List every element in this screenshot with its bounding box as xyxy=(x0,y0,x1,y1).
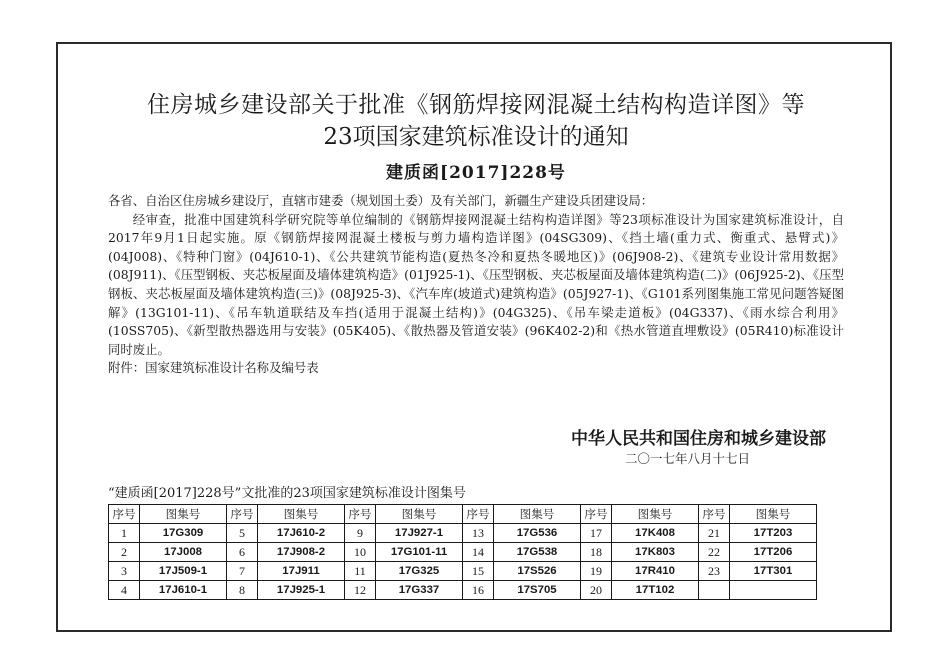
cell-serial-number: 2 xyxy=(109,543,140,562)
cell-atlas-code: 17J008 xyxy=(140,543,227,562)
cell-atlas-code: 17T206 xyxy=(730,543,817,562)
cell-atlas-code: 17J509-1 xyxy=(140,562,227,581)
header-code: 图集号 xyxy=(494,505,581,524)
header-no: 序号 xyxy=(463,505,494,524)
issuing-organization: 中华人民共和国住房和城乡建设部 xyxy=(571,429,826,449)
cell-atlas-code: 17J908-2 xyxy=(258,543,345,562)
cell-atlas-code: 17K803 xyxy=(612,543,699,562)
notice-title-line1: 住房城乡建设部关于批准《钢筋焊接网混凝土结构构造详图》等 xyxy=(147,92,805,118)
cell-serial-number: 14 xyxy=(463,543,494,562)
cell-atlas-code: 17G538 xyxy=(494,543,581,562)
header-code: 图集号 xyxy=(376,505,463,524)
cell-serial-number: 7 xyxy=(227,562,258,581)
cell-atlas-code: 17J610-1 xyxy=(140,581,227,600)
cell-atlas-code: 17K408 xyxy=(612,524,699,543)
cell-serial-number: 5 xyxy=(227,524,258,543)
cell-serial-number: 4 xyxy=(109,581,140,600)
cell-serial-number: 17 xyxy=(581,524,612,543)
header-no: 序号 xyxy=(581,505,612,524)
cell-atlas-code: 17J911 xyxy=(258,562,345,581)
table-row xyxy=(109,581,817,600)
cell-atlas-code: 17S705 xyxy=(494,581,581,600)
table-row xyxy=(109,562,817,581)
cell-serial-number: 8 xyxy=(227,581,258,600)
cell-atlas-code: 17T301 xyxy=(730,562,817,581)
cell-serial-number: 18 xyxy=(581,543,612,562)
header-no: 序号 xyxy=(699,505,730,524)
cell-serial-number: 3 xyxy=(109,562,140,581)
salutation: 各省、自治区住房城乡建设厅，直辖市建委（规划国土委）及有关部门，新疆生产建设兵团建设局： xyxy=(108,193,654,208)
cell-serial-number: 19 xyxy=(581,562,612,581)
cell-serial-number: 23 xyxy=(699,562,730,581)
table-row xyxy=(109,543,817,562)
table-header-row xyxy=(109,505,817,524)
cell-serial-number: 21 xyxy=(699,524,730,543)
header-no: 序号 xyxy=(345,505,376,524)
cell-atlas-code: 17G536 xyxy=(494,524,581,543)
notice-title-line2: 23项国家建筑标准设计的通知 xyxy=(323,124,629,150)
cell-atlas-code: 17J925-1 xyxy=(258,581,345,600)
header-code: 图集号 xyxy=(730,505,817,524)
document-frame xyxy=(56,42,892,632)
header-no: 序号 xyxy=(227,505,258,524)
cell-atlas-code: 17G309 xyxy=(140,524,227,543)
cell-serial-number: 15 xyxy=(463,562,494,581)
cell-atlas-code: 17R410 xyxy=(612,562,699,581)
cell-serial-number: 20 xyxy=(581,581,612,600)
cell-atlas-code: 17J610-2 xyxy=(258,524,345,543)
standards-table xyxy=(108,504,817,600)
cell-atlas-code: 17G325 xyxy=(376,562,463,581)
cell-atlas-code: 17T203 xyxy=(730,524,817,543)
table-caption: “建质函[2017]228号”文批准的23项国家建筑标准设计图集号 xyxy=(108,486,466,501)
header-no: 序号 xyxy=(109,505,140,524)
cell-serial-number: 22 xyxy=(699,543,730,562)
cell-atlas-code: 17G337 xyxy=(376,581,463,600)
cell-serial-number: 9 xyxy=(345,524,376,543)
cell-serial-number: 1 xyxy=(109,524,140,543)
cell-atlas-code: 17G101-11 xyxy=(376,543,463,562)
cell-atlas-code: 17J927-1 xyxy=(376,524,463,543)
document-number: 建质函[2017]228号 xyxy=(386,163,566,183)
cell-atlas-code xyxy=(730,581,817,600)
cell-serial-number: 13 xyxy=(463,524,494,543)
table-row xyxy=(109,524,817,543)
cell-serial-number: 6 xyxy=(227,543,258,562)
main-paragraph: 经审查，批准中国建筑科学研究院等单位编制的《钢筋焊接网混凝土结构构造详图》等23项标准设计为国家建筑标准设计，自2017年9月1日起实施。原《钢筋焊接网混凝土楼板与剪力墙构造详图》(04SG309)、《挡土墙(重力式、衡重式、悬臂式)》(04J008)、《特种门窗》(04J610-1)、《公共建筑节能构造(夏热冬冷和夏热冬暖地区)》(06J908-2)、《建筑专业设计常用数据》(08J911)、《压型钢板、夹芯板屋面及墙体建筑构造》(01J925-1)、《压型钢板、夹芯板屋面及墙体建筑构造(二)》(06J925-2)、《压型钢板、夹芯板屋面及墙体建筑构造(三)》(08J925-3)、《汽车库(坡道式)建筑构造》(05J927-1)、《G101系列图集施工常见问题答疑图解》(13G101-11)、《吊车轨道联结及车挡(适用于混凝土结构)》(04G325)、《吊车梁走道板》(04G337)、《雨水综合利用》(10SS705)、《新型散热器选用与安装》(05K405)、《散热器及管道安装》(96K402-2)和《热水管道直埋敷设》(05R410)标准设计同时废止。 xyxy=(108,211,844,357)
notice-body xyxy=(108,192,844,378)
cell-serial-number: 11 xyxy=(345,562,376,581)
cell-serial-number: 12 xyxy=(345,581,376,600)
cell-serial-number xyxy=(699,581,730,600)
cell-atlas-code: 17T102 xyxy=(612,581,699,600)
cell-serial-number: 10 xyxy=(345,543,376,562)
attachment-note: 附件：国家建筑标准设计名称及编号表 xyxy=(108,360,319,376)
header-code: 图集号 xyxy=(612,505,699,524)
header-code: 图集号 xyxy=(258,505,345,524)
cell-serial-number: 16 xyxy=(463,581,494,600)
cell-atlas-code: 17S526 xyxy=(494,562,581,581)
issue-date: 二〇一七年八月十七日 xyxy=(624,451,750,466)
header-code: 图集号 xyxy=(140,505,227,524)
